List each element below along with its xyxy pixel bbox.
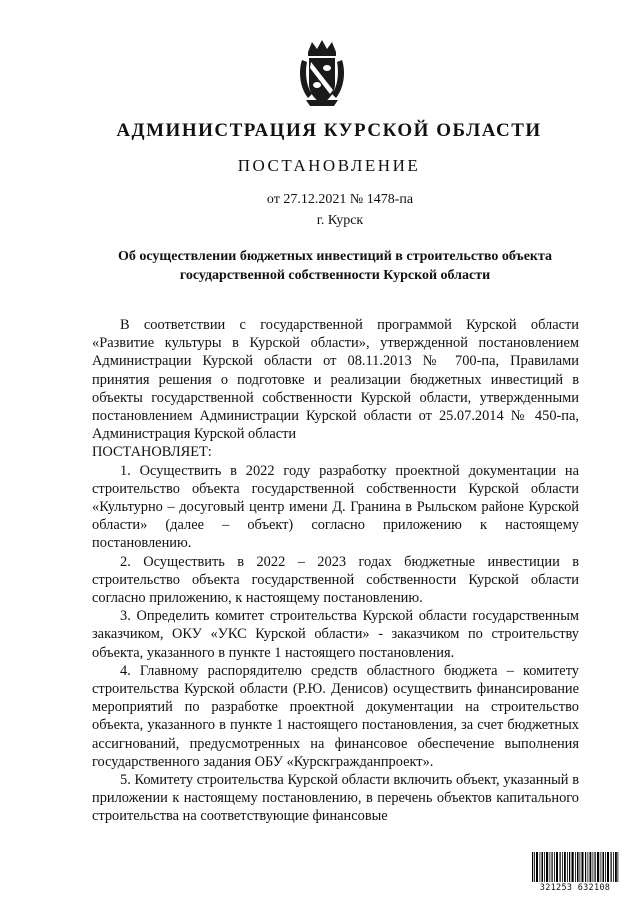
item-5-paragraph: 5. Комитету строительства Курской области включить объект, указанный в приложении к настоящему постановлению, в перечень объектов капитального строительства на соответствующие финансовые bbox=[92, 772, 579, 825]
item-1-paragraph: 1. Осуществить в 2022 году разработку проектной документации на строительство объекта государственной собственности Курской области «Культурно – досуговый центр имени Д. Гранина в Рыльском районе Курской области» (далее – объект) согласно приложению к настоящему постановлению. bbox=[92, 462, 579, 552]
document-date-number: от 27.12.2021 № 1478-па bbox=[266, 192, 414, 207]
document-city: г. Курск bbox=[316, 213, 364, 228]
item-4-paragraph: 4. Главному распорядителю средств областного бюджета – комитету строительства Курской области (Р.Ю. Денисов) осуществить финансирование мероприятий по разработке проектной документации на строительство объекта, указанного в пункте 1 настоящего постановления, за счет бюджетных ассигнований, предусмотренных на финансовое обеспечение выполнения государственного задания ОБУ «Курскгражданпроект». bbox=[92, 662, 579, 770]
document-type: ПОСТАНОВЛЕНИЕ bbox=[237, 156, 421, 175]
authority-title: АДМИНИСТРАЦИЯ КУРСКОЙ ОБЛАСТИ bbox=[116, 120, 542, 141]
document-body bbox=[92, 316, 579, 826]
resolves-heading: ПОСТАНОВЛЯЕТ: bbox=[92, 444, 212, 461]
subject-line-2: государственной собственности Курской области bbox=[179, 268, 491, 283]
item-2-paragraph: 2. Осуществить в 2022 – 2023 годах бюджетные инвестиции в строительство объекта государственной собственности Курской области согласно приложению, к настоящему постановлению. bbox=[92, 553, 579, 607]
barcode-bars-icon bbox=[531, 852, 619, 882]
barcode bbox=[531, 852, 619, 894]
barcode-number: 321253 632108 bbox=[539, 883, 611, 893]
document-subject bbox=[90, 247, 580, 285]
coat-of-arms-icon bbox=[298, 38, 346, 108]
subject-line-1: Об осуществлении бюджетных инвестиций в строительство объекта bbox=[117, 249, 553, 264]
item-3-paragraph: 3. Определить комитет строительства Курской области государственным заказчиком, ОКУ «УКС Курской области» - заказчиком по строительству объекта, указанного в пункте 1 настоящего постановления. bbox=[92, 608, 579, 661]
preamble-paragraph: В соответствии с государственной программой Курской области «Развитие культуры в Курской области», утвержденной постановлением Администрации Курской области от 08.11.2013 № 700-па, Правилами принятия решения о подготовке и реализации бюджетных инвестиций в объекты государственной собственности Курской области, утвержденными постановлением Администрации Курской области от 25.07.2014 № 450-па, Администрация Курской области bbox=[92, 317, 579, 443]
